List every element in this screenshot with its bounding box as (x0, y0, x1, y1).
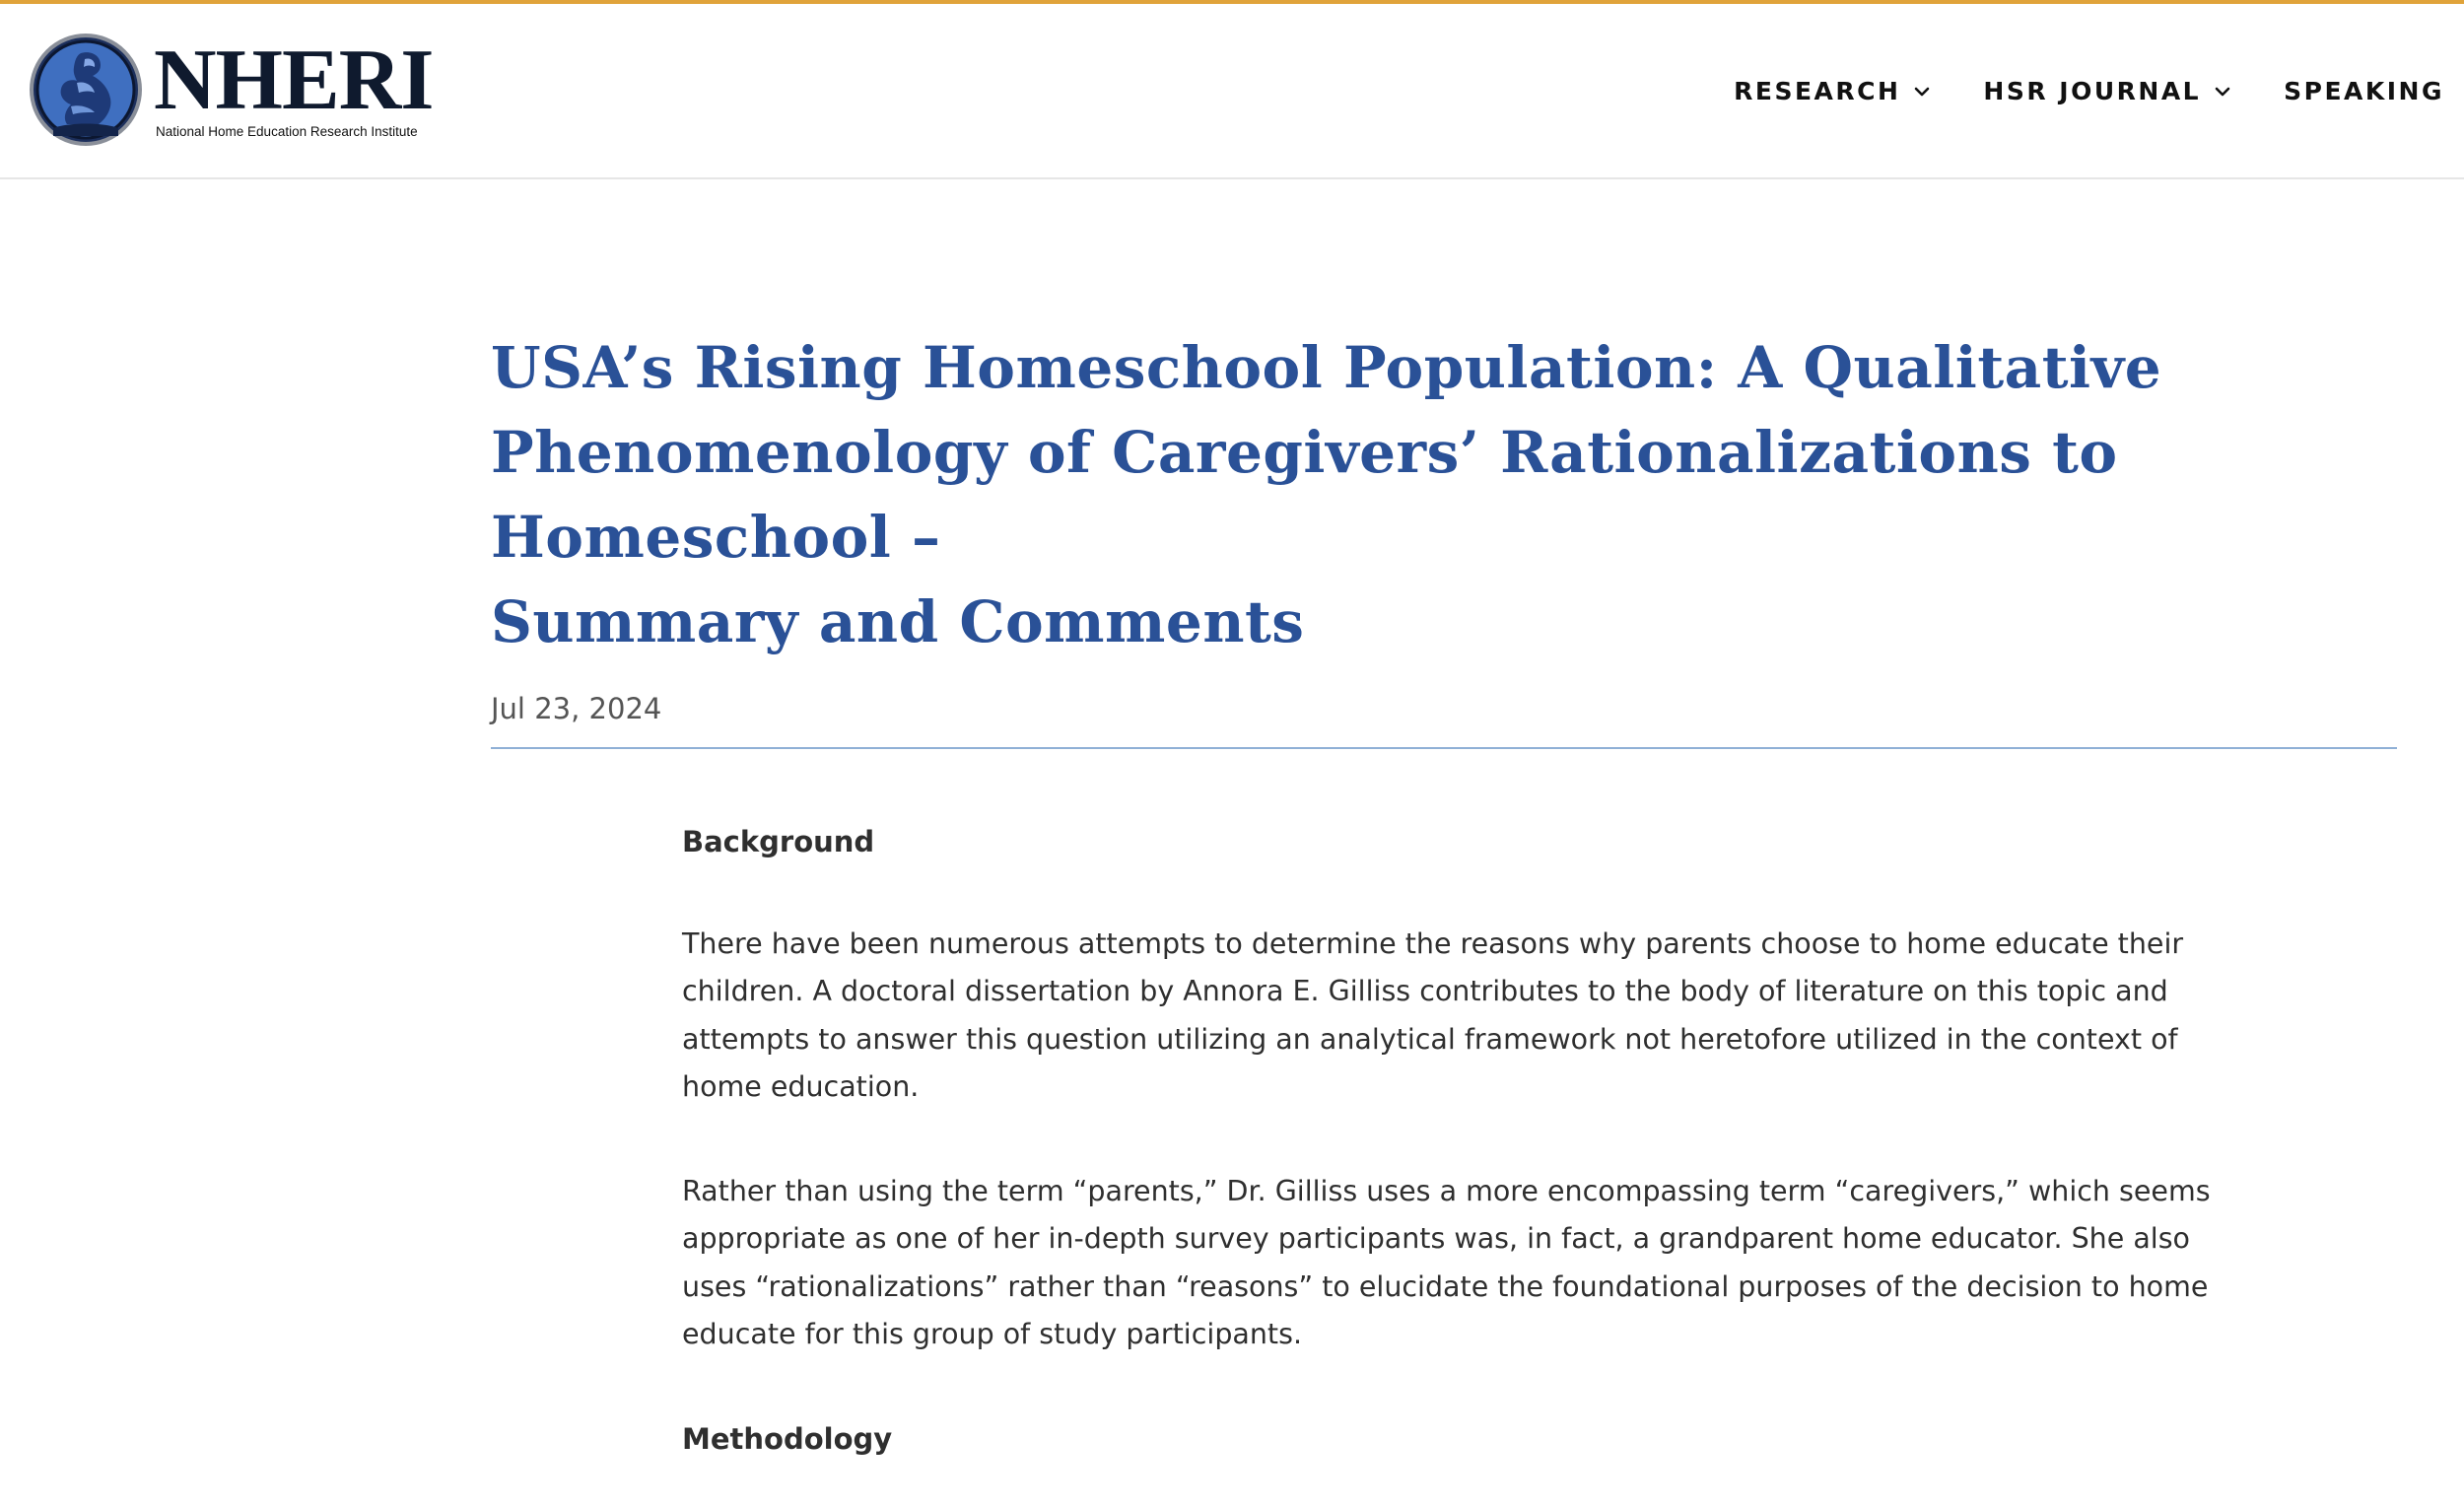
section-heading-background: Background (682, 825, 875, 858)
title-line: Summary and Comments (491, 588, 1305, 655)
nav-item-label: HSR JOURNAL (1983, 77, 2202, 105)
page-title (491, 325, 2397, 664)
title-line: Phenomenology of Caregivers’ Rationalizations to Homeschool – (491, 419, 2118, 571)
title-line: USA’s Rising Homeschool Population: A Qualitative (491, 334, 2162, 401)
publish-date: Jul 23, 2024 (491, 692, 662, 725)
chevron-down-icon (1914, 86, 1930, 98)
nav-item-research[interactable] (1734, 77, 1930, 105)
nav-item-label: SPEAKING (2284, 77, 2444, 105)
thinker-statue-icon (30, 34, 142, 146)
article-header (491, 325, 2397, 749)
nav-item-speaking[interactable] (2284, 77, 2444, 105)
nav-item-hsr-journal[interactable] (1983, 77, 2230, 105)
site-header (0, 4, 2464, 179)
body-paragraph: There have been numerous attempts to determine the reasons why parents choose to home educate their children. A doctoral dissertation by Annora E. Gilliss contributes to the body of literature on this topic and attempts to answer this question utilizing an analytical framework not heretofore utilized in the context of home education. (682, 926, 2184, 1103)
logo-wordmark: NHERI (154, 32, 434, 128)
main-nav (1680, 77, 2444, 105)
title-divider (491, 747, 2397, 749)
logo-tagline: National Home Education Research Institute (156, 123, 418, 139)
nav-item-label: RESEARCH (1734, 77, 1901, 105)
site-logo[interactable] (30, 34, 434, 146)
body-paragraph: Rather than using the term “parents,” Dr. Gilliss uses a more encompassing term “caregivers,” which seems appropriate as one of her in-depth survey participants was, in fact, a grandparent home educator. She also uses “rationalizations” rather than “reasons” to elucidate the foundational purposes of the decision to home educate for this group of study participants. (682, 1174, 2211, 1350)
section-heading-methodology: Methodology (682, 1421, 893, 1456)
article-body (682, 818, 2220, 1508)
chevron-down-icon (2215, 86, 2230, 98)
